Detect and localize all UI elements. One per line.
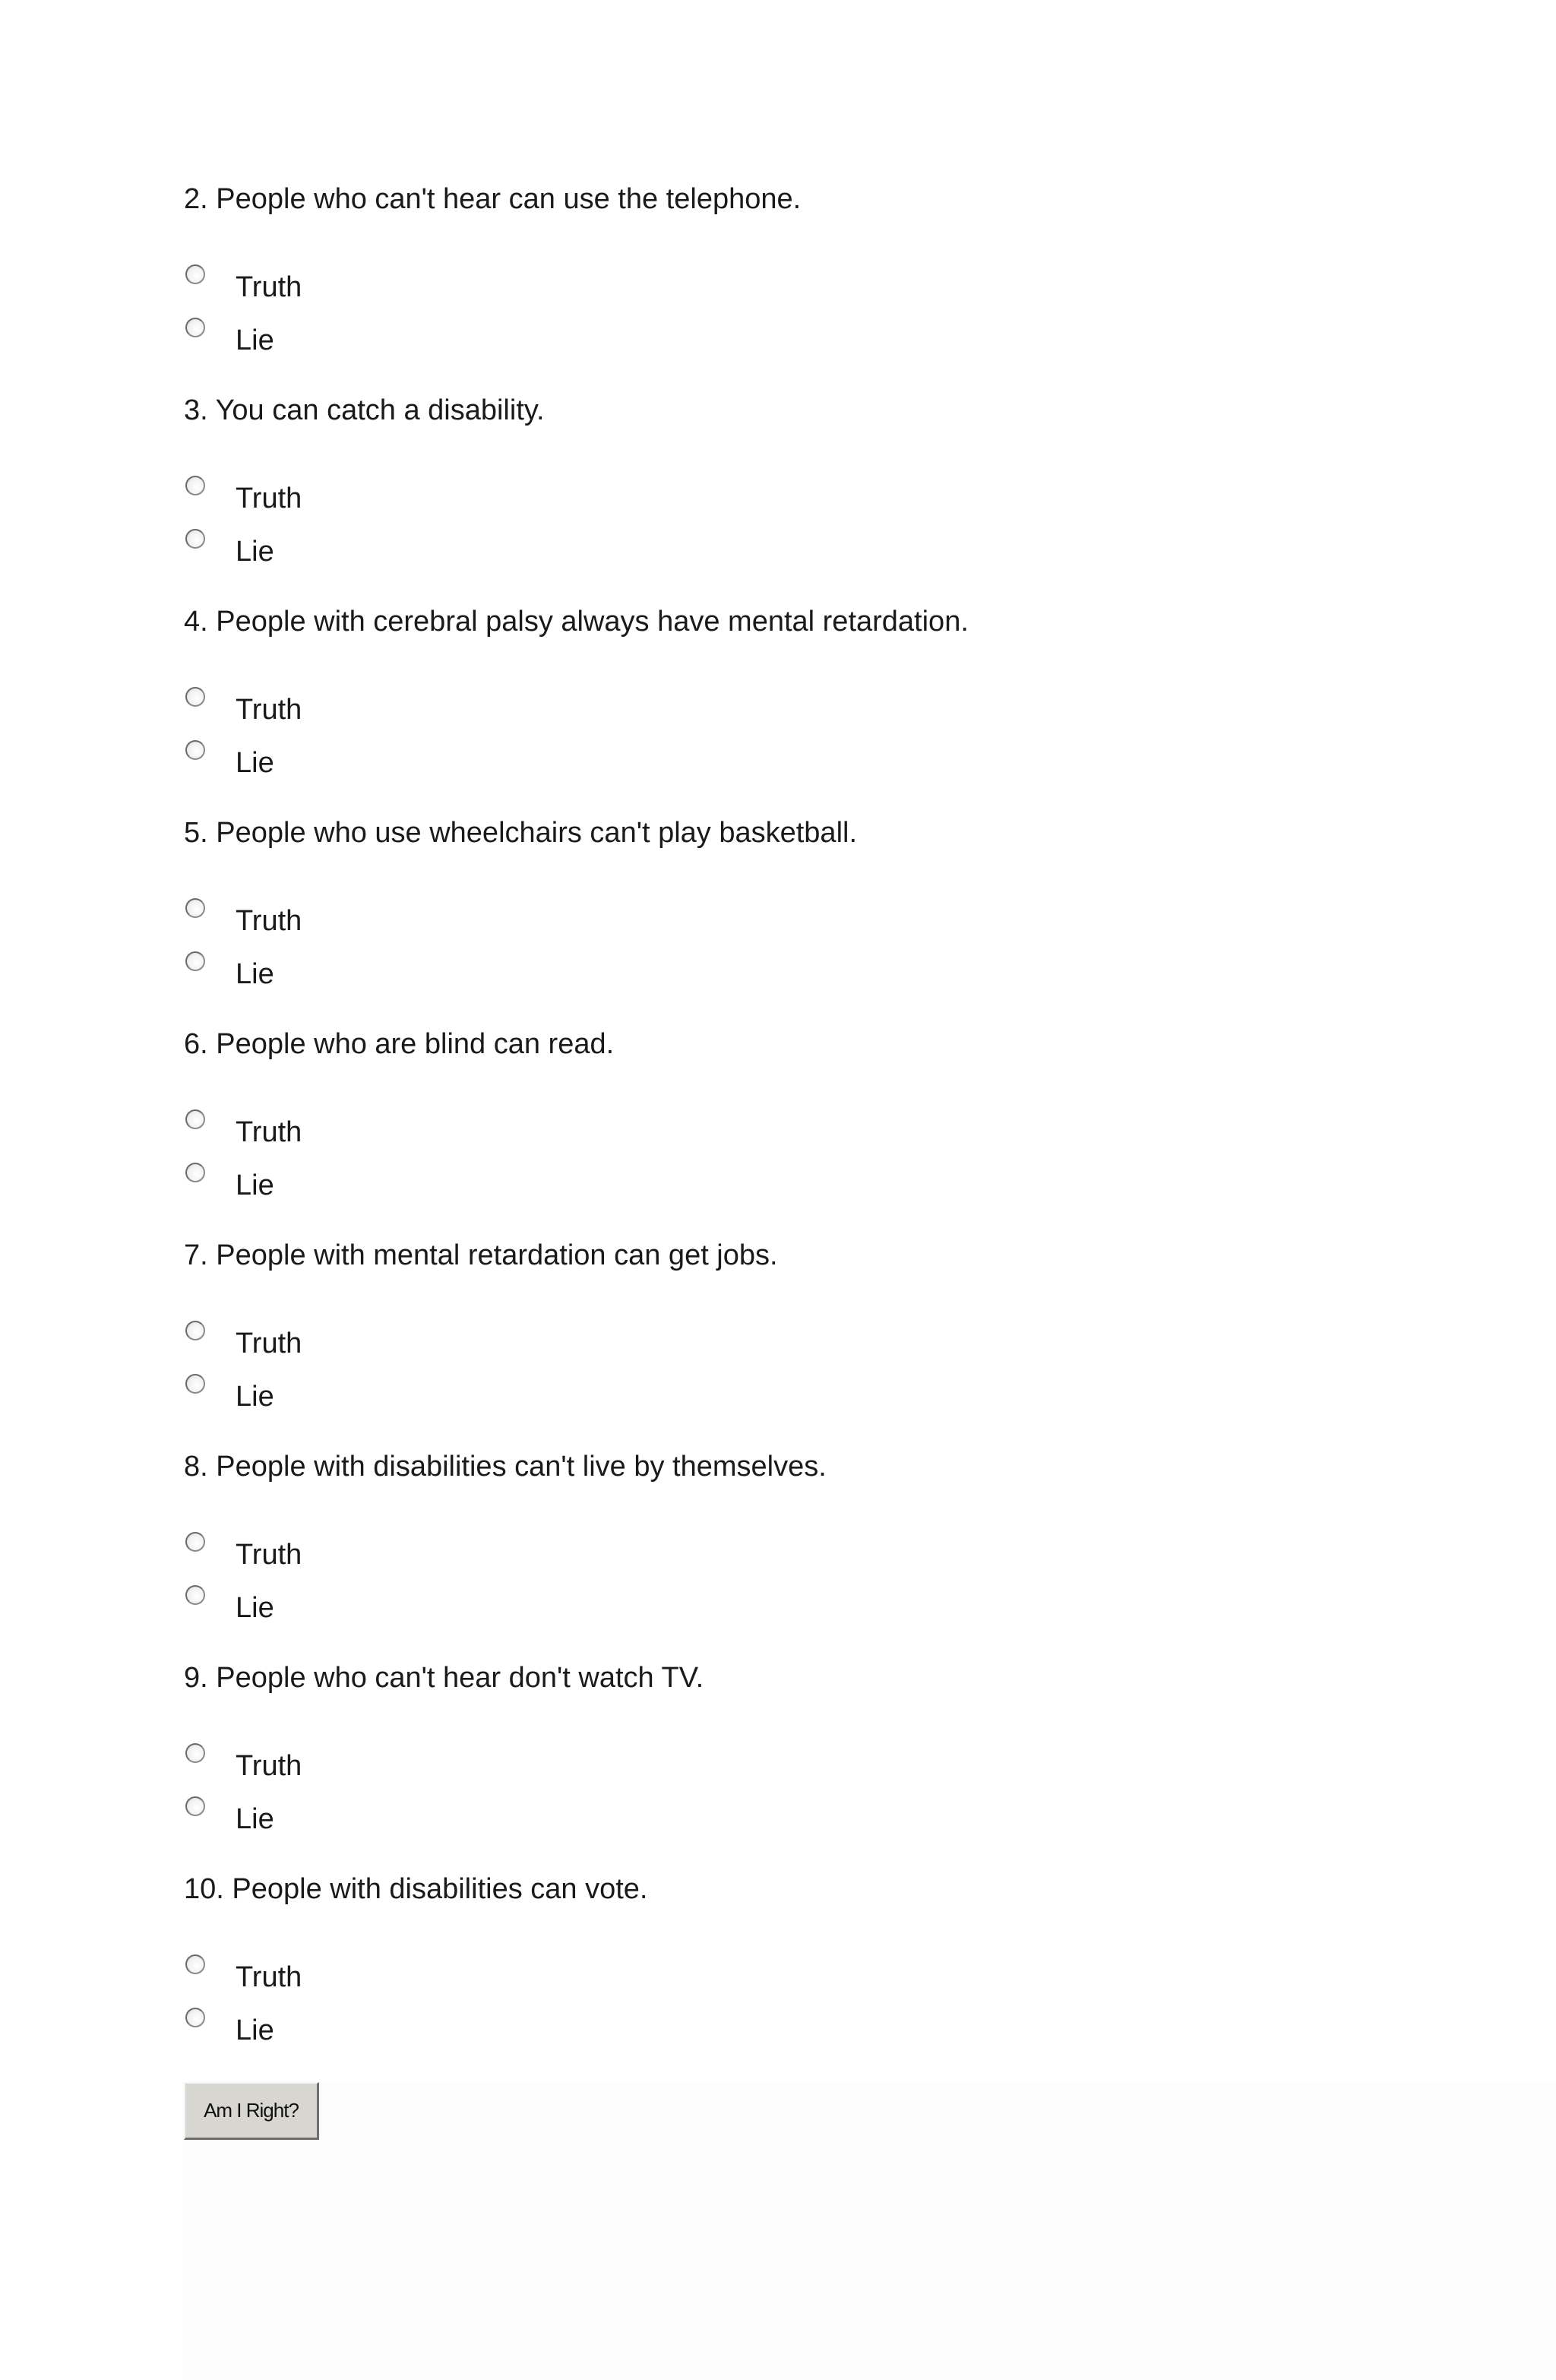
question-2 — [184, 182, 1475, 394]
question-10 — [184, 1872, 1475, 2084]
radio-button-truth[interactable] — [185, 898, 205, 918]
radio-button-lie[interactable] — [185, 2008, 205, 2027]
option-lie[interactable] — [185, 1796, 413, 1835]
radio-button-lie[interactable] — [185, 1796, 205, 1816]
radio-button-truth[interactable] — [185, 1109, 205, 1129]
radio-button-truth[interactable] — [185, 1532, 205, 1552]
option-lie[interactable] — [185, 529, 413, 568]
quiz-form — [184, 182, 1475, 2084]
option-label: Lie — [236, 324, 274, 356]
question-text: 3. You can catch a disability. — [184, 394, 545, 426]
radio-button-lie[interactable] — [185, 1585, 205, 1605]
option-lie[interactable] — [185, 951, 413, 990]
question-7 — [184, 1239, 1475, 1450]
radio-button-truth[interactable] — [185, 1321, 205, 1340]
radio-button-truth[interactable] — [185, 1743, 205, 1763]
question-text: 4. People with cerebral palsy always have mental retardation. — [184, 606, 969, 638]
option-lie[interactable] — [185, 318, 413, 356]
radio-button-lie[interactable] — [185, 1374, 205, 1394]
radio-button-truth[interactable] — [185, 264, 205, 284]
option-label: Truth — [236, 483, 302, 514]
option-truth[interactable] — [185, 898, 413, 937]
radio-button-lie[interactable] — [185, 951, 205, 971]
radio-button-truth[interactable] — [185, 687, 205, 707]
option-lie[interactable] — [185, 2008, 413, 2046]
radio-button-truth[interactable] — [185, 476, 205, 495]
radio-button-lie[interactable] — [185, 1163, 205, 1182]
question-text: 8. People with disabilities can't live by themselves. — [184, 1451, 827, 1483]
option-truth[interactable] — [185, 476, 413, 514]
option-label: Lie — [236, 1381, 274, 1413]
question-text: 9. People who can't hear don't watch TV. — [184, 1662, 704, 1694]
option-truth[interactable] — [185, 1954, 413, 1993]
option-label: Truth — [236, 905, 302, 937]
option-label: Lie — [236, 958, 274, 990]
question-8 — [184, 1450, 1475, 1661]
question-5 — [184, 816, 1475, 1027]
question-3 — [184, 394, 1475, 605]
option-label: Truth — [236, 1539, 302, 1571]
option-label: Truth — [236, 1750, 302, 1782]
option-lie[interactable] — [185, 740, 413, 779]
question-text: 5. People who use wheelchairs can't play basketball. — [184, 817, 858, 849]
option-label: Lie — [236, 1169, 274, 1201]
radio-button-lie[interactable] — [185, 529, 205, 549]
radio-button-lie[interactable] — [185, 318, 205, 337]
option-truth[interactable] — [185, 264, 413, 303]
option-label: Lie — [236, 536, 274, 568]
am-i-right-button[interactable]: Am I Right? — [184, 2082, 319, 2140]
option-truth[interactable] — [185, 1109, 413, 1148]
option-label: Lie — [236, 2014, 274, 2046]
option-truth[interactable] — [185, 1743, 413, 1782]
option-lie[interactable] — [185, 1374, 413, 1413]
radio-button-lie[interactable] — [185, 740, 205, 760]
option-lie[interactable] — [185, 1163, 413, 1201]
option-label: Truth — [236, 1328, 302, 1359]
page-footer-area — [182, 2082, 1556, 2380]
option-truth[interactable] — [185, 1532, 413, 1571]
option-truth[interactable] — [185, 1321, 413, 1359]
option-truth[interactable] — [185, 687, 413, 726]
question-4 — [184, 605, 1475, 816]
option-label: Lie — [236, 1803, 274, 1835]
option-label: Lie — [236, 747, 274, 779]
option-label: Truth — [236, 1116, 302, 1148]
question-text: 2. People who can't hear can use the telephone. — [184, 183, 802, 215]
option-label: Truth — [236, 1961, 302, 1993]
radio-button-truth[interactable] — [185, 1954, 205, 1974]
question-9 — [184, 1661, 1475, 1872]
option-label: Lie — [236, 1592, 274, 1624]
option-label: Truth — [236, 271, 302, 303]
option-lie[interactable] — [185, 1585, 413, 1624]
question-text: 7. People with mental retardation can get jobs. — [184, 1239, 778, 1271]
question-text: 6. People who are blind can read. — [184, 1028, 615, 1060]
question-6 — [184, 1027, 1475, 1239]
question-text: 10. People with disabilities can vote. — [184, 1873, 648, 1905]
option-label: Truth — [236, 694, 302, 726]
